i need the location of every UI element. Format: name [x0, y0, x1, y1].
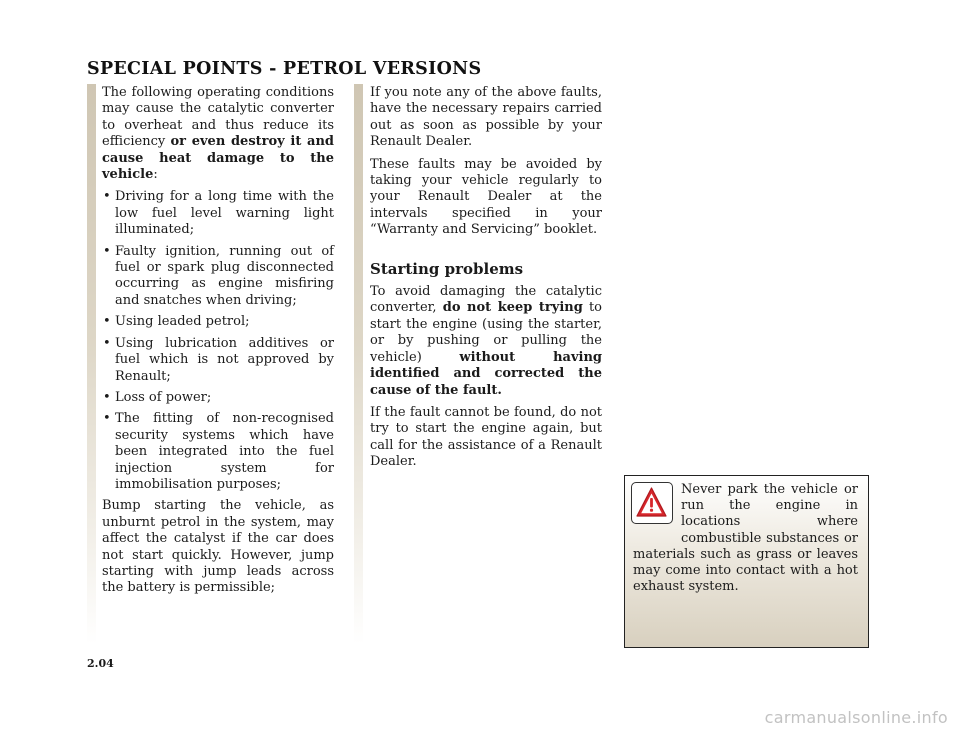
servicing-paragraph: These faults may be avoided by taking your vehicle regularly to your Renault Dealer at the intervals specified in your “Warranty and Servicing” booklet. — [370, 156, 602, 238]
list-item: • The fitting of non-recognised security systems which have been integrated into the fuel injection system for immobilisation purposes; — [102, 411, 334, 493]
warning-box — [624, 475, 869, 648]
intro-bold-text: or even destroy it and cause heat damage to the vehicle — [102, 134, 334, 183]
list-item: • Loss of power; — [102, 390, 334, 406]
starting-paragraph — [370, 284, 602, 399]
repairs-paragraph: If you note any of the above faults, have the necessary repairs carried out as soon as possible by your Renault Dealer. — [370, 85, 602, 150]
intro-end: : — [153, 167, 158, 183]
right-column-bar — [354, 84, 363, 644]
fault-not-found-paragraph: If the fault cannot be found, do not try to start the engine again, but call for the assistance of a Renault Dealer. — [370, 404, 602, 470]
page-title: SPECIAL POINTS - PETROL VERSIONS — [87, 59, 482, 79]
left-column — [102, 85, 334, 603]
intro-paragraph — [102, 85, 334, 183]
starting-bold-1: do not keep trying — [442, 300, 583, 316]
list-item: • Driving for a long time with the low fuel level warning light illuminated; — [102, 189, 334, 238]
page-number: 2.04 — [87, 657, 114, 670]
right-column — [370, 85, 602, 477]
warning-text — [633, 482, 858, 595]
starting-mid: to start the engine (using the starter, or by pushing or pulling the vehicle) — [370, 300, 603, 365]
section-heading: Starting problems — [370, 259, 524, 278]
list-item: • Using leaded petrol; — [102, 314, 334, 330]
intro-text: The following operating conditions may cause the catalytic converter to overheat and thus reduce its efficiency — [102, 85, 334, 150]
left-column-bar — [87, 84, 96, 644]
watermark: carmanualsonline.info — [764, 708, 948, 727]
fault-list — [102, 189, 334, 493]
starting-text: To avoid damaging the catalytic converter, — [370, 284, 602, 316]
list-item: • Faulty ignition, running out of fuel or spark plug disconnected occurring as engine misfiring and snatches when driving; — [102, 244, 334, 310]
starting-bold-2: without having identified and corrected the cause of the fault. — [370, 349, 602, 398]
list-item: • Using lubrication additives or fuel which is not approved by Renault; — [102, 336, 334, 385]
warning-message: Never park the vehicle or run the engine in locations where combustible substances or materials such as grass or leaves may come into contact with a hot exhaust system. — [633, 482, 858, 595]
closing-paragraph: Bump starting the vehicle, as unburnt petrol in the system, may affect the catalyst if the car does not start quickly. However, jump starting with jump leads across the battery is permissible; — [102, 498, 334, 596]
